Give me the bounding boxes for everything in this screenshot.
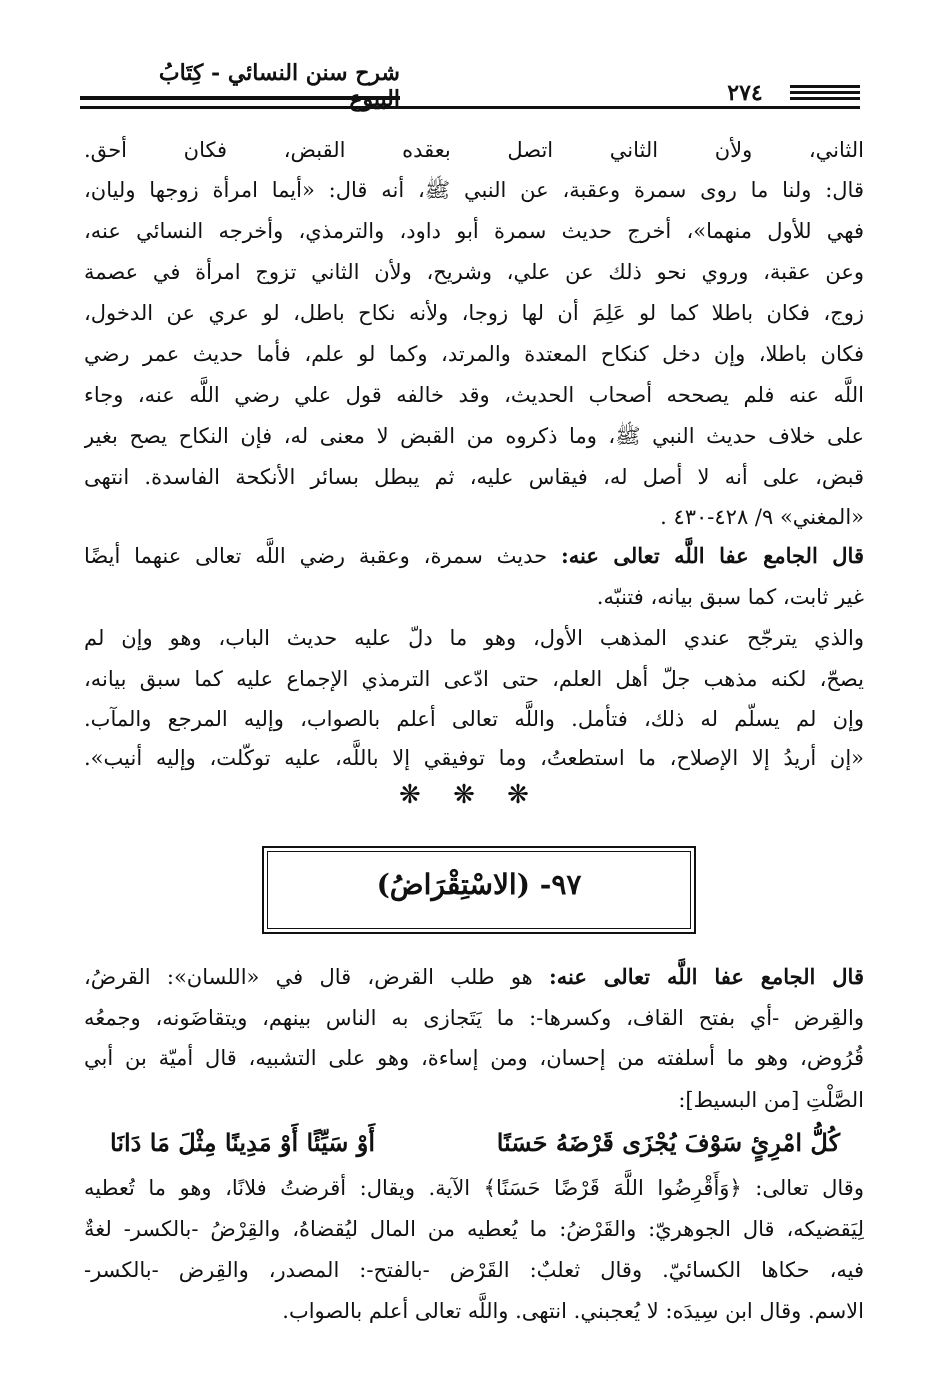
text-line: على خلاف حديث النبي ﷺ، وما ذكروه من القبض لا معنى له، فإن النكاح يصح بغير [84, 424, 864, 448]
text-line: وعن عقبة، وروي نحو ذلك عن علي، وشريح، ولأن الثاني تزوج امرأة في عصمة [84, 260, 864, 284]
text-line [84, 536, 864, 576]
text-segment: هو طلب القرض، قال في «اللسان»: القرضُ، [84, 965, 533, 989]
text-line: وإن لم يسلّم له ذلك، فتأمل. واللَّه تعالى أعلم بالصواب، وإليه المرجع والمآب. [84, 707, 864, 731]
text-line: زوج، فكان باطلا كما لو عَلِمَ أن لها زوجا، ولأنه نكاح باطل، لو عري عن الدخول، [84, 301, 864, 325]
speaker-lead: قال الجامع عفا اللَّه تعالى عنه: [549, 964, 864, 989]
chapter-heading-box [262, 846, 696, 934]
text-line: قبض، على أنه لا أصل له، فيقاس عليه، ثم يبطل بسائر الأنكحة الفاسدة. انتهى [84, 465, 864, 489]
title-underline [80, 96, 400, 100]
text-line: فكان باطلا، وإن دخل كنكاح المعتدة والمرتد، وكما لو علم، فأما حديث عمر رضي [84, 342, 864, 366]
verse-first-hemistich: كُلُّ امْرِئٍ سَوْفَ يُجْزَى قَرْضَهُ حَسَنًا [496, 1128, 840, 1157]
text-line: الثاني، ولأن الثاني اتصل بعقده القبض، فكان أحق. [84, 138, 864, 162]
text-line: «المغني» ٩/ ٤٢٨-٤٣٠ . [660, 505, 864, 529]
text-line: غير ثابت، كما سبق بيانه، فتنبّه. [596, 585, 864, 609]
header-rule [80, 106, 860, 109]
page-number: ٢٧٤ [727, 80, 763, 106]
ornament-bar [790, 97, 860, 100]
running-title: شرح سنن النسائي - كِتَابُ [158, 60, 400, 86]
text-line: لِيَقضيكه، قال الجوهريّ: والقَرْضُ: ما يُعطيه من المال ليُقضاهُ، والقِرْضُ -بالكسر- لغةٌ [84, 1217, 864, 1241]
verse-second-hemistich: أَوْ سَيِّئًا أَوْ مَدِينًا مِثْلَ مَا دَانَا [110, 1128, 376, 1157]
ornament-bar [790, 91, 860, 94]
text-line: قُرُوض، وهو ما أسلفته من إحسان، ومن إساءة، وهو على التشبيه، قال أميّة بن أبي [84, 1046, 864, 1070]
speaker-lead: قال الجامع عفا اللَّه تعالى عنه: [561, 543, 864, 568]
text-line: فيه، حكاها الكسائيّ. وقال ثعلبٌ: القَرْض -بالفتح-: المصدر، والقِرض -بالكسر- [84, 1258, 864, 1282]
text-line: والذي يترجّح عندي المذهب الأول، وهو ما دلّ عليه حديث الباب، وهو وإن لم [84, 626, 864, 650]
text-line [84, 957, 864, 997]
ornament-bar [790, 85, 860, 88]
text-line: وقال تعالى: ﴿وَأَقْرِضُوا اللَّهَ قَرْضًا حَسَنًا﴾ الآية. ويقال: أقرضتُ فلانًا، وهو ما تُعطيه [84, 1176, 864, 1200]
chapter-title: ٩٧- (الاسْتِقْرَاضُ) [376, 868, 582, 901]
text-line: فهي للأول منهما»، أخرج حديث سمرة أبو داود، والترمذي، وأخرجه النسائي عنه، [84, 219, 864, 243]
text-line: قال: ولنا ما روى سمرة وعقبة، عن النبي ﷺ، أنه قال: «أيما امرأة زوجها وليان، [84, 178, 864, 202]
text-line: يصحّ، لكنه مذهب جلّ أهل العلم، حتى ادّعى الترمذي الإجماع عليه كما سبق بيانه، [84, 667, 864, 691]
text-line: الاسم. وقال ابن سِيدَه: لا يُعجبني. انتهى. واللَّه تعالى أعلم بالصواب. [282, 1299, 864, 1323]
poetry-verse [110, 1121, 840, 1165]
text-line: «إن أريدُ إلا الإصلاح، ما استطعتُ، وما توفيقي إلا باللَّه، عليه توكّلت، وإليه أنيب». [84, 746, 864, 770]
text-line: الصَّلْتِ [من البسيط]: [678, 1088, 864, 1112]
text-line: اللَّه عنه فلم يصححه أصحاب الحديث، وقد خالفه قول علي رضي اللَّه عنه، وجاء [84, 383, 864, 407]
text-segment: حديث سمرة، وعقبة رضي اللَّه تعالى عنهما أيضًا [84, 544, 548, 568]
text-line: والقِرض -أي بفتح القاف، وكسرها-: ما يَتَجازى به الناس بينهم، ويتقاضَونه، وجمعُه [84, 1006, 864, 1030]
section-separator-stars: ❋ ❋ ❋ [399, 780, 541, 810]
